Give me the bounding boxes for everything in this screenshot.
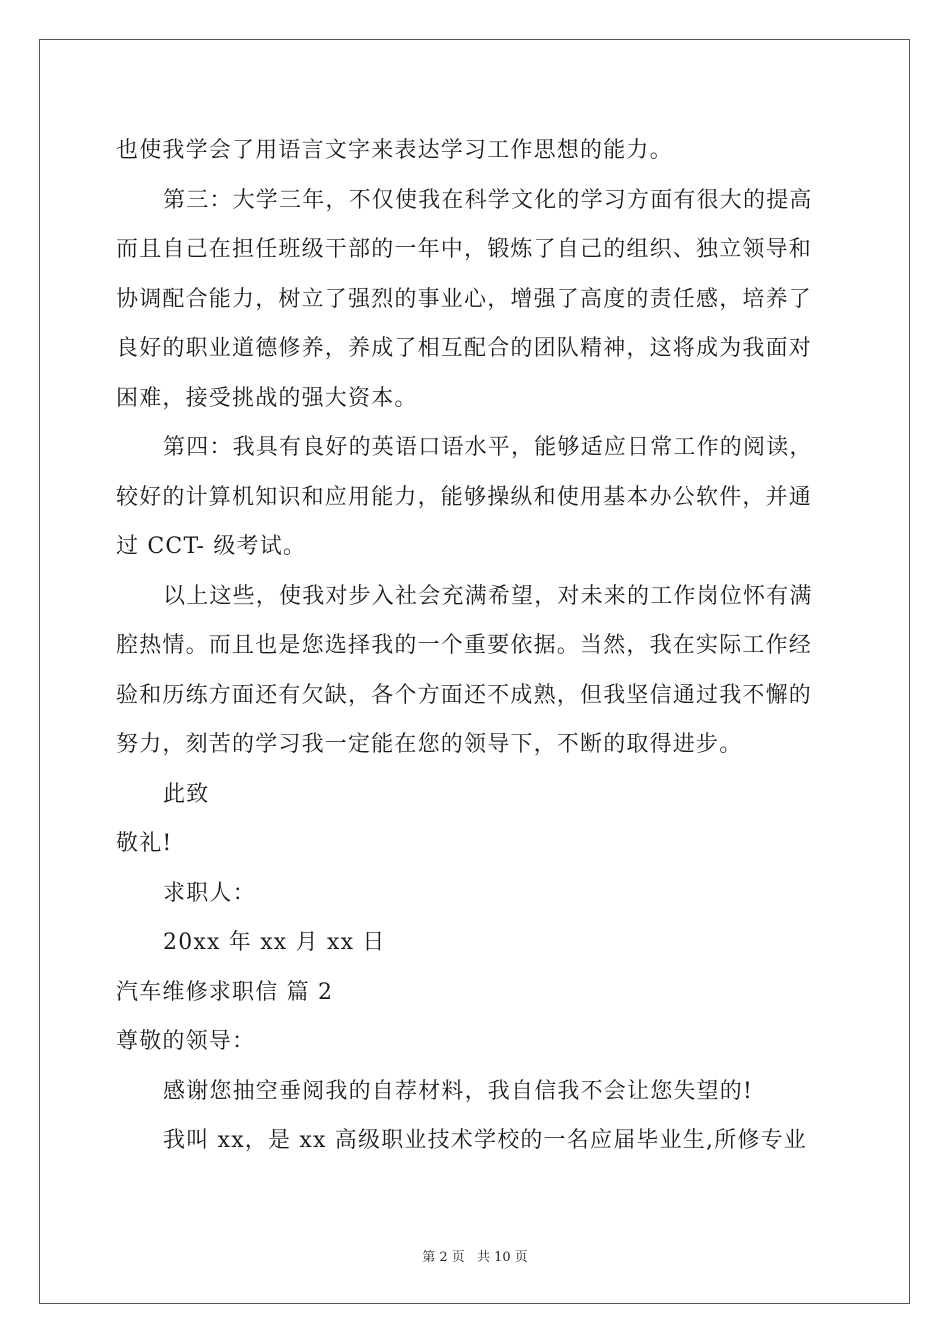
text-line: 以上这些，使我对步入社会充满希望，对未来的工作岗位怀有满 — [163, 583, 813, 609]
text-line: 也使我学会了用语言文字来表达学习工作思想的能力。 — [116, 138, 673, 163]
text-line: 第四：我具有良好的英语口语水平，能够适应日常工作的阅读， — [163, 435, 813, 460]
text-line: 努力，刻苦的学习我一定能在您的领导下，不断的取得进步。 — [116, 732, 743, 757]
document-body — [116, 126, 836, 1166]
text-line: 过 CCT- 级考试。 — [116, 534, 307, 559]
text-line: 较好的计算机知识和应用能力，能够操纵和使用基本办公软件，并通 — [116, 484, 813, 510]
text-line: 良好的职业道德修养，养成了相互配合的团队精神，这将成为我面对 — [116, 336, 813, 361]
page-footer — [0, 1246, 950, 1265]
text-line: 协调配合能力，树立了强烈的事业心，增强了高度的责任感，培养了 — [116, 286, 813, 312]
text-line: 感谢您抽空垂阅我的自荐材料，我自信我不会让您失望的! — [163, 1078, 754, 1104]
closing-salutation: 此致 — [163, 781, 210, 807]
page-number: 第 2 页 — [422, 1250, 465, 1265]
applicant-label: 求职人： — [163, 880, 256, 906]
closing-regards: 敬礼! — [116, 831, 173, 856]
letter-date: 20xx 年 xx 月 xx 日 — [163, 930, 386, 955]
text-line: 困难，接受挑战的强大资本。 — [116, 385, 418, 411]
page-total: 共 10 页 — [476, 1250, 528, 1265]
text-line: 验和历练方面还有欠缺，各个方面还不成熟，但我坚信通过我不懈的 — [116, 682, 813, 708]
text-line: 第三：大学三年，不仅使我在科学文化的学习方面有很大的提高 — [163, 187, 813, 213]
section-title: 汽车维修求职信 篇 2 — [116, 979, 334, 1005]
text-line: 而且自己在担任班级干部的一年中，锻炼了自己的组织、独立领导和 — [116, 237, 813, 262]
text-line: 我叫 xx，是 xx 高级职业技术学校的一名应届毕业生,所修专业 — [163, 1128, 808, 1153]
text-line: 腔热情。而且也是您选择我的一个重要依据。当然，我在实际工作经 — [116, 633, 813, 658]
greeting: 尊敬的领导： — [116, 1029, 256, 1054]
